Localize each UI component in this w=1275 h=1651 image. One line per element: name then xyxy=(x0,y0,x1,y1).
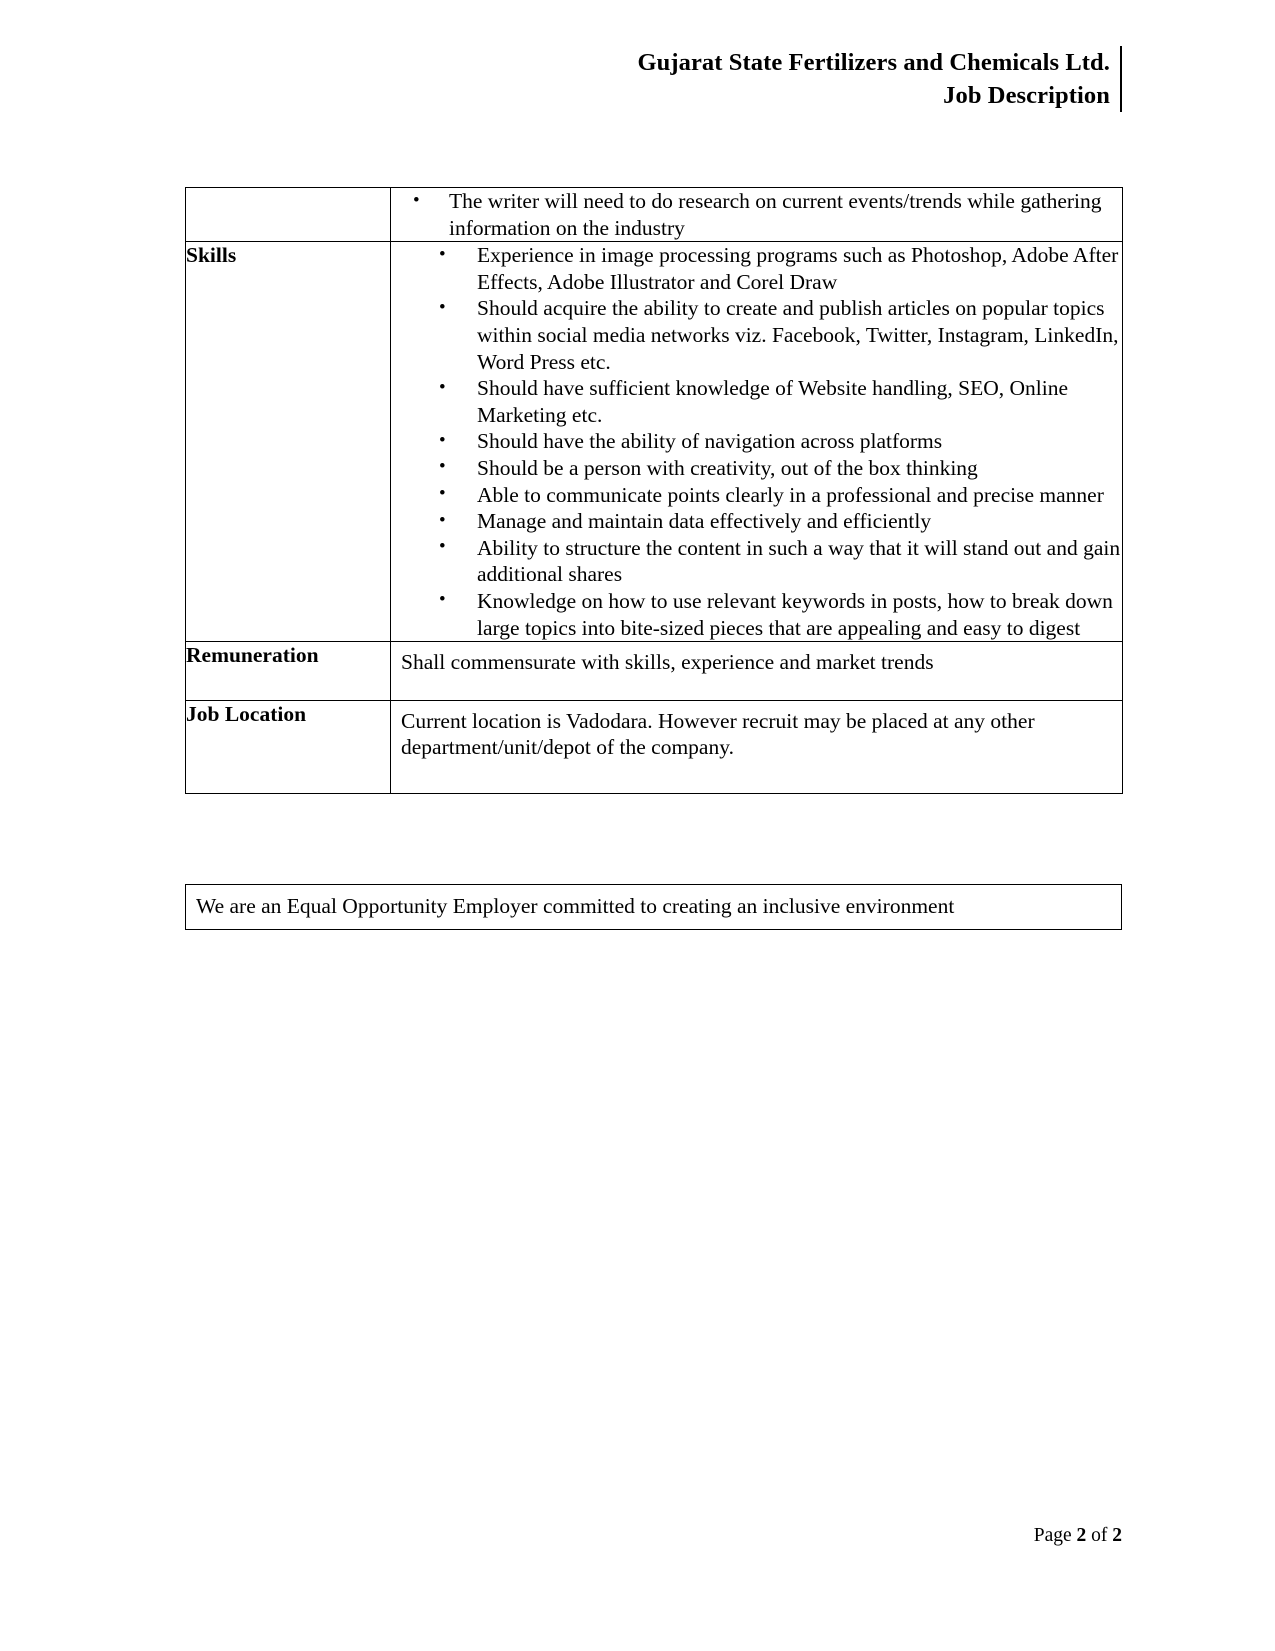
list-item: • Should be a person with creativity, out of the box thinking xyxy=(391,455,1122,482)
list-item: • Manage and maintain data effectively and efficiently xyxy=(391,508,1122,535)
footer-page-separator: of xyxy=(1086,1525,1113,1546)
footer-total-pages: 2 xyxy=(1112,1525,1122,1546)
row-value-continuation xyxy=(391,188,1123,242)
list-item: • Knowledge on how to use relevant keywords in posts, how to break down large topics into bite-sized pieces that are appealing and easy to digest xyxy=(391,588,1122,641)
table-row xyxy=(186,700,1123,793)
document-header xyxy=(0,46,1122,112)
list-item: • Experience in image processing programs such as Photoshop, Adobe After Effects, Adobe Illustrator and Corel Draw xyxy=(391,242,1122,295)
job-description-table-body xyxy=(186,188,1123,794)
list-item: • Should have the ability of navigation across platforms xyxy=(391,428,1122,455)
equal-opportunity-statement-box xyxy=(185,884,1122,930)
table-row xyxy=(186,188,1123,242)
list-item: • Should acquire the ability to create and publish articles on popular topics within social media networks viz. Facebook, Twitter, Instagram, LinkedIn, Word Press etc. xyxy=(391,295,1122,375)
row-value-remuneration: Shall commensurate with skills, experience and market trends xyxy=(391,642,1123,701)
footer-page-prefix: Page xyxy=(1033,1525,1077,1546)
equal-opportunity-statement-text: We are an Equal Opportunity Employer committed to creating an inclusive environment xyxy=(196,894,955,918)
bullet-list xyxy=(391,188,1122,241)
row-label-skills: Skills xyxy=(186,242,391,642)
list-item: • Should have sufficient knowledge of Website handling, SEO, Online Marketing etc. xyxy=(391,375,1122,428)
table-row xyxy=(186,642,1123,701)
page-footer xyxy=(0,1524,1122,1548)
row-value-skills xyxy=(391,242,1123,642)
header-document-title: Job Description xyxy=(943,82,1110,109)
job-description-table xyxy=(185,187,1123,794)
list-item: • The writer will need to do research on current events/trends while gathering information on the industry xyxy=(391,188,1122,241)
table-row xyxy=(186,242,1123,642)
list-item: • Able to communicate points clearly in a professional and precise manner xyxy=(391,482,1122,509)
row-label-continuation xyxy=(186,188,391,242)
bullet-list xyxy=(391,242,1122,641)
row-label-remuneration: Remuneration xyxy=(186,642,391,701)
header-company-name: Gujarat State Fertilizers and Chemicals Ltd. xyxy=(637,49,1110,76)
footer-current-page: 2 xyxy=(1076,1525,1087,1546)
list-item: • Ability to structure the content in such a way that it will stand out and gain additional shares xyxy=(391,535,1122,588)
row-label-job-location: Job Location xyxy=(186,700,391,793)
row-value-job-location: Current location is Vadodara. However recruit may be placed at any other department/unit/depot of the company. xyxy=(391,700,1123,793)
